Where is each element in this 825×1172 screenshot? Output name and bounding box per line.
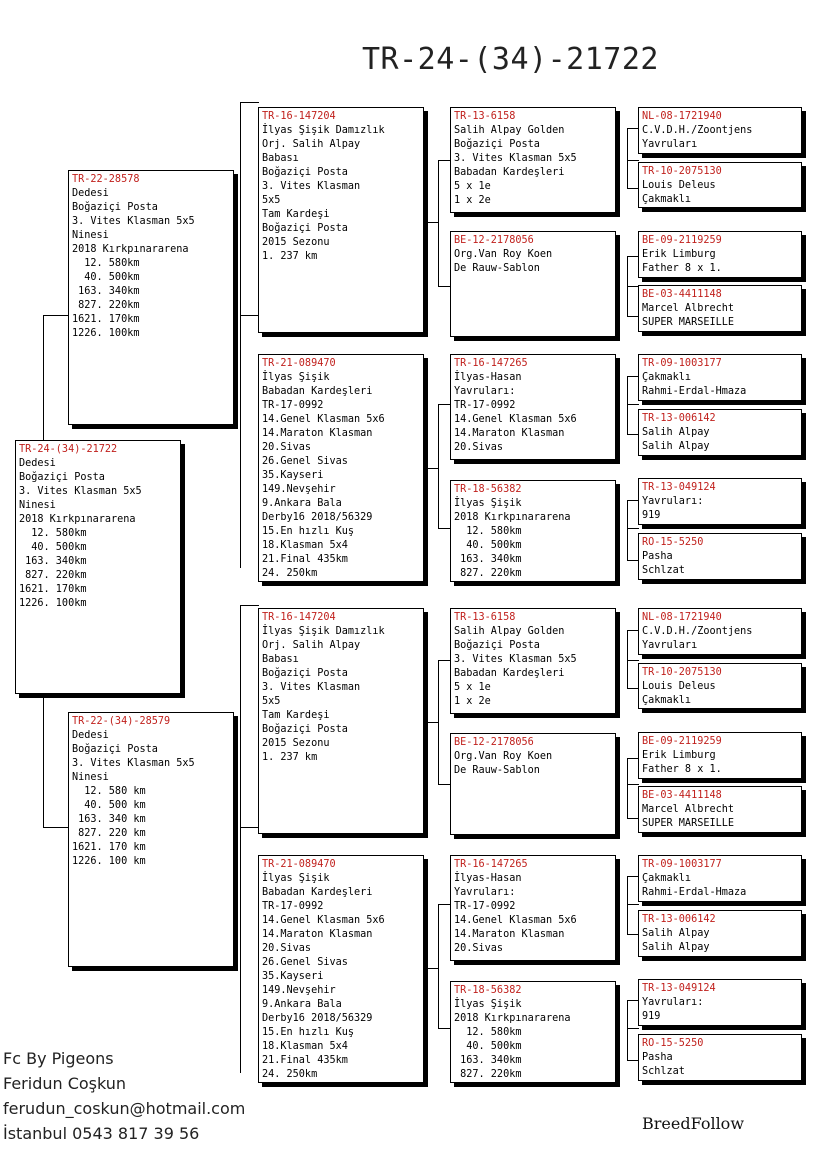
pedigree-line: Marcel Albrecht — [642, 303, 735, 314]
connector-line — [240, 315, 259, 316]
pedigree-line: Boğaziçi Posta — [262, 668, 348, 679]
owner-email: ferudun_coskun@hotmail.com — [3, 1099, 246, 1118]
pedigree-line: SUPER MARSEILLE — [642, 317, 735, 328]
pedigree-line: 15.En hızlı Kuş — [262, 1027, 355, 1038]
ring-number: RO-15-5250 — [642, 537, 704, 548]
ring-number: BE-03-4411148 — [642, 790, 722, 801]
connector-line — [627, 128, 628, 188]
pedigree-line: Tam Kardeşi — [262, 209, 330, 220]
pedigree-line: 20.Sivas — [262, 442, 312, 453]
pedigree-line: 35.Kayseri — [262, 470, 324, 481]
pedigree-line: 24. 250km — [262, 1069, 318, 1080]
pedigree-line: 827. 220km — [454, 1069, 522, 1080]
pedigree-card-sire-sire — [258, 107, 424, 333]
pedigree-line: 919 — [642, 1011, 661, 1022]
pedigree-card-g2 — [638, 162, 802, 208]
ring-number: NL-08-1721940 — [642, 612, 722, 623]
pedigree-line: 2015 Sezonu — [262, 237, 330, 248]
pedigree-line: 14.Genel Klasman 5x6 — [454, 414, 577, 425]
pedigree-line: 14.Genel Klasman 5x6 — [454, 915, 577, 926]
connector-line — [627, 528, 639, 529]
pedigree-line: 919 — [642, 510, 661, 521]
connector-line — [627, 1000, 628, 1060]
pedigree-line: 14.Maraton Klasman — [454, 929, 565, 940]
pedigree-line: Louis Deleus — [642, 180, 716, 191]
pedigree-line: 21.Final 435km — [262, 1055, 348, 1066]
pedigree-line: 20.Sivas — [454, 943, 504, 954]
pedigree-line: C.V.D.H./Zoontjens — [642, 125, 753, 136]
pedigree-line: Babadan Kardeşleri — [454, 167, 565, 178]
pedigree-line: 14.Genel Klasman 5x6 — [262, 915, 385, 926]
pedigree-line: 18.Klasman 5x4 — [262, 540, 348, 551]
pedigree-line: Boğaziçi Posta — [454, 640, 540, 651]
pedigree-card-dam-sire — [258, 608, 424, 834]
pedigree-line: Pasha — [642, 551, 673, 562]
connector-line — [627, 376, 628, 434]
connector-line — [438, 904, 439, 1028]
pedigree-card-g3 — [638, 231, 802, 278]
pedigree-line: Salih Alpay — [642, 427, 710, 438]
pedigree-line: 2018 Kırkpınararena — [454, 512, 571, 523]
pedigree-card-sds — [450, 354, 616, 460]
pedigree-line: Yavruları: — [454, 887, 516, 898]
connector-line — [627, 758, 628, 818]
pedigree-line: 827. 220km — [454, 568, 522, 579]
ring-number: TR-21-089470 — [262, 358, 336, 369]
pedigree-line: 163. 340km — [19, 556, 87, 567]
pedigree-line: 3. Vites Klasman 5x5 — [454, 654, 577, 665]
pedigree-line: Yavruları: — [642, 496, 704, 507]
pedigree-card-g14 — [638, 910, 802, 957]
ring-number: TR-13-049124 — [642, 983, 716, 994]
pedigree-line: Boğaziçi Posta — [262, 223, 348, 234]
pedigree-line: İlyas Şişik — [262, 372, 330, 383]
connector-line — [426, 468, 438, 469]
pedigree-line: 12. 580km — [454, 1027, 522, 1038]
pedigree-line: 14.Maraton Klasman — [262, 428, 373, 439]
pedigree-card-g4 — [638, 285, 802, 332]
pedigree-line: 5x5 — [262, 696, 281, 707]
pedigree-line: 1 x 2e — [454, 696, 491, 707]
ring-number: TR-09-1003177 — [642, 859, 722, 870]
connector-line — [627, 660, 639, 661]
pedigree-line: 15.En hızlı Kuş — [262, 526, 355, 537]
connector-line — [627, 160, 639, 161]
pedigree-line: 827. 220 km — [72, 828, 146, 839]
ring-number: TR-16-147204 — [262, 612, 336, 623]
pedigree-line: 26.Genel Sivas — [262, 456, 348, 467]
pedigree-line: Father 8 x 1. — [642, 764, 722, 775]
pedigree-line: 1226. 100km — [19, 598, 87, 609]
pedigree-line: Schlzat — [642, 1066, 685, 1077]
pedigree-line: 5 x 1e — [454, 682, 491, 693]
pedigree-line: De Rauw-Sablon — [454, 765, 540, 776]
pedigree-line: TR-17-0992 — [262, 400, 324, 411]
connector-line — [627, 630, 628, 688]
ring-number: TR-21-089470 — [262, 859, 336, 870]
pedigree-line: 149.Nevşehir — [262, 985, 336, 996]
pedigree-line: İlyas Şişik — [454, 999, 522, 1010]
pedigree-line: 14.Genel Klasman 5x6 — [262, 414, 385, 425]
ring-number: TR-16-147204 — [262, 111, 336, 122]
pedigree-line: Boğaziçi Posta — [262, 167, 348, 178]
pedigree-line: Babadan Kardeşleri — [454, 668, 565, 679]
pedigree-line: Yavruları: — [454, 386, 516, 397]
contact-info — [3, 1046, 245, 1146]
ring-number: TR-22-(34)-28579 — [72, 716, 171, 727]
pedigree-line: 5 x 1e — [454, 181, 491, 192]
pedigree-card-sss — [450, 107, 616, 213]
pedigree-line: Babadan Kardeşleri — [262, 386, 373, 397]
connector-line — [240, 605, 259, 606]
ring-number: NL-08-1721940 — [642, 111, 722, 122]
ring-number: BE-09-2119259 — [642, 235, 722, 246]
pedigree-line: 9.Ankara Bala — [262, 498, 342, 509]
pedigree-card-g13 — [638, 855, 802, 902]
pedigree-line: 1 x 2e — [454, 195, 491, 206]
pedigree-line: 35.Kayseri — [262, 971, 324, 982]
pedigree-card-dsd — [450, 733, 616, 835]
pedigree-line: Dedesi — [72, 188, 109, 199]
owner-phone: İstanbul 0543 817 39 56 — [3, 1124, 200, 1143]
pedigree-card-g5 — [638, 354, 802, 401]
pedigree-line: 18.Klasman 5x4 — [262, 1041, 348, 1052]
pedigree-card-dss — [450, 608, 616, 714]
ring-number: TR-16-147265 — [454, 358, 528, 369]
pedigree-line: 163. 340 km — [72, 814, 146, 825]
owner-name: Feridun Coşkun — [3, 1074, 127, 1093]
pedigree-line: 12. 580km — [454, 526, 522, 537]
pedigree-line: 1. 237 km — [262, 251, 318, 262]
pedigree-line: Dedesi — [19, 458, 56, 469]
ring-number: BE-09-2119259 — [642, 736, 722, 747]
connector-line — [627, 904, 639, 905]
pedigree-line: İlyas Şişik Damızlık — [262, 125, 385, 136]
pedigree-line: TR-17-0992 — [454, 901, 516, 912]
pedigree-line: 26.Genel Sivas — [262, 957, 348, 968]
ring-number: RO-15-5250 — [642, 1038, 704, 1049]
ring-number: TR-24-(34)-21722 — [19, 444, 118, 455]
pedigree-line: 149.Nevşehir — [262, 484, 336, 495]
pedigree-line: 1226. 100 km — [72, 856, 146, 867]
pedigree-line: Marcel Albrecht — [642, 804, 735, 815]
pedigree-line: 3. Vites Klasman 5x5 — [72, 758, 195, 769]
pedigree-line: 40. 500km — [454, 1041, 522, 1052]
ring-number: TR-18-56382 — [454, 484, 522, 495]
pedigree-line: C.V.D.H./Zoontjens — [642, 626, 753, 637]
pedigree-line: Ninesi — [19, 500, 56, 511]
pedigree-line: Tam Kardeşi — [262, 710, 330, 721]
pedigree-line: Salih Alpay — [642, 441, 710, 452]
pedigree-line: Rahmi-Erdal-Hmaza — [642, 386, 747, 397]
pedigree-line: 21.Final 435km — [262, 554, 348, 565]
pedigree-card-g9 — [638, 608, 802, 655]
pedigree-line: 20.Sivas — [454, 442, 504, 453]
pedigree-line: Babası — [262, 654, 299, 665]
connector-line — [627, 876, 628, 934]
pedigree-line: 3. Vites Klasman 5x5 — [72, 216, 195, 227]
pedigree-line: 24. 250km — [262, 568, 318, 579]
pedigree-line: 40. 500km — [454, 540, 522, 551]
connector-line — [438, 160, 439, 286]
pedigree-line: Boğaziçi Posta — [72, 202, 158, 213]
pedigree-line: Yavruları — [642, 139, 698, 150]
pedigree-line: Boğaziçi Posta — [262, 724, 348, 735]
ring-number: TR-13-6158 — [454, 612, 516, 623]
pedigree-card-g11 — [638, 732, 802, 779]
pedigree-card-g6 — [638, 409, 802, 456]
pedigree-card-g15 — [638, 979, 802, 1026]
pedigree-card-ssd — [450, 231, 616, 337]
pedigree-line: 1226. 100km — [72, 328, 140, 339]
connector-line — [627, 1028, 639, 1029]
pedigree-line: 40. 500km — [72, 272, 140, 283]
pedigree-line: 163. 340km — [454, 1055, 522, 1066]
pedigree-line: 5x5 — [262, 195, 281, 206]
pedigree-card-subject — [15, 440, 181, 694]
pedigree-line: 1621. 170km — [19, 584, 87, 595]
pedigree-line: 14.Maraton Klasman — [262, 929, 373, 940]
pedigree-line: 20.Sivas — [262, 943, 312, 954]
connector-line — [438, 660, 439, 784]
pedigree-card-ddd — [450, 981, 616, 1083]
ring-number: TR-22-28578 — [72, 174, 140, 185]
ring-number: TR-13-049124 — [642, 482, 716, 493]
pedigree-line: Çakmaklı — [642, 695, 692, 706]
pedigree-line: Çakmaklı — [642, 873, 692, 884]
ring-number: TR-16-147265 — [454, 859, 528, 870]
pedigree-line: Salih Alpay — [642, 942, 710, 953]
pedigree-line: TR-17-0992 — [262, 901, 324, 912]
ring-number: TR-10-2075130 — [642, 667, 722, 678]
pedigree-line: 163. 340km — [72, 286, 140, 297]
pedigree-title: TR-24-(34)-21722 — [362, 42, 659, 77]
pedigree-line: 2018 Kırkpınararena — [19, 514, 136, 525]
pedigree-line: 9.Ankara Bala — [262, 999, 342, 1010]
pedigree-card-g10 — [638, 663, 802, 709]
pedigree-line: Org.Van Roy Koen — [454, 249, 553, 260]
connector-line — [627, 404, 639, 405]
pedigree-line: 12. 580km — [19, 528, 87, 539]
pedigree-card-sdd — [450, 480, 616, 582]
pedigree-card-g7 — [638, 478, 802, 525]
brand-logo-text: BreedFollow — [642, 1114, 745, 1133]
pedigree-line: 3. Vites Klasman 5x5 — [454, 153, 577, 164]
pedigree-line: Ninesi — [72, 772, 109, 783]
ring-number: TR-18-56382 — [454, 985, 522, 996]
pedigree-line: 2015 Sezonu — [262, 738, 330, 749]
pedigree-line: Yavruları — [642, 640, 698, 651]
connector-line — [627, 784, 639, 785]
pedigree-line: Orj. Salih Alpay — [262, 139, 361, 150]
pedigree-line: 2018 Kırkpınararena — [72, 244, 189, 255]
pedigree-card-dam — [68, 712, 234, 967]
connector-line — [43, 827, 69, 828]
pedigree-line: İlyas Şişik — [454, 498, 522, 509]
pedigree-line: Salih Alpay Golden — [454, 125, 565, 136]
pedigree-card-sire — [68, 170, 234, 425]
pedigree-line: De Rauw-Sablon — [454, 263, 540, 274]
pedigree-line: Boğaziçi Posta — [454, 139, 540, 150]
pedigree-line: Babası — [262, 153, 299, 164]
pedigree-line: TR-17-0992 — [454, 400, 516, 411]
connector-line — [240, 827, 259, 828]
pedigree-line: 40. 500 km — [72, 800, 146, 811]
pedigree-line: 827. 220km — [72, 300, 140, 311]
pedigree-line: SUPER MARSEILLE — [642, 818, 735, 829]
connector-line — [240, 102, 241, 568]
pedigree-line: Boğaziçi Posta — [19, 472, 105, 483]
pedigree-line: 1621. 170km — [72, 314, 140, 325]
pedigree-line: Father 8 x 1. — [642, 263, 722, 274]
pedigree-line: Derby16 2018/56329 — [262, 512, 373, 523]
pedigree-line: Schlzat — [642, 565, 685, 576]
connector-line — [43, 315, 69, 316]
pedigree-line: Rahmi-Erdal-Hmaza — [642, 887, 747, 898]
pedigree-line: Salih Alpay — [642, 928, 710, 939]
pedigree-line: İlyas-Hasan — [454, 873, 522, 884]
ring-number: BE-12-2178056 — [454, 235, 534, 246]
pedigree-line: 3. Vites Klasman — [262, 181, 361, 192]
pedigree-line: Louis Deleus — [642, 681, 716, 692]
pedigree-line: 12. 580 km — [72, 786, 146, 797]
pedigree-line: 40. 500km — [19, 542, 87, 553]
pedigree-line: Dedesi — [72, 730, 109, 741]
pedigree-card-sire-dam — [258, 354, 424, 582]
pedigree-line: 827. 220km — [19, 570, 87, 581]
connector-line — [627, 500, 628, 560]
pedigree-line: 1. 237 km — [262, 752, 318, 763]
pedigree-line: Pasha — [642, 1052, 673, 1063]
connector-line — [426, 222, 438, 223]
pedigree-line: 3. Vites Klasman — [262, 682, 361, 693]
pedigree-line: Orj. Salih Alpay — [262, 640, 361, 651]
pedigree-line: 14.Maraton Klasman — [454, 428, 565, 439]
connector-line — [627, 256, 628, 316]
pedigree-card-dam-dam — [258, 855, 424, 1083]
pedigree-line: Org.Van Roy Koen — [454, 751, 553, 762]
pedigree-card-g8 — [638, 533, 802, 580]
pedigree-line: Salih Alpay Golden — [454, 626, 565, 637]
ring-number: BE-12-2178056 — [454, 737, 534, 748]
pedigree-line: Derby16 2018/56329 — [262, 1013, 373, 1024]
ring-number: BE-03-4411148 — [642, 289, 722, 300]
pedigree-line: Çakmaklı — [642, 372, 692, 383]
pedigree-card-dds — [450, 855, 616, 961]
ring-number: TR-13-006142 — [642, 413, 716, 424]
ring-number: TR-13-6158 — [454, 111, 516, 122]
pedigree-line: Yavruları: — [642, 997, 704, 1008]
pedigree-card-g16 — [638, 1034, 802, 1081]
pedigree-line: İlyas Şişik — [262, 873, 330, 884]
pedigree-card-g1 — [638, 107, 802, 154]
ring-number: TR-13-006142 — [642, 914, 716, 925]
connector-line — [426, 968, 438, 969]
connector-line — [240, 102, 259, 103]
pedigree-line: 12. 580km — [72, 258, 140, 269]
pedigree-card-g12 — [638, 786, 802, 833]
breeder-name: Fc By Pigeons — [3, 1049, 114, 1068]
ring-number: TR-09-1003177 — [642, 358, 722, 369]
connector-line — [240, 605, 241, 1073]
pedigree-line: 1621. 170 km — [72, 842, 146, 853]
connector-line — [426, 722, 438, 723]
ring-number: TR-10-2075130 — [642, 166, 722, 177]
connector-line — [438, 404, 439, 528]
pedigree-line: İlyas-Hasan — [454, 372, 522, 383]
pedigree-line: Erik Limburg — [642, 750, 716, 761]
pedigree-line: Boğaziçi Posta — [72, 744, 158, 755]
pedigree-line: 3. Vites Klasman 5x5 — [19, 486, 142, 497]
pedigree-line: 163. 340km — [454, 554, 522, 565]
pedigree-line: Babadan Kardeşleri — [262, 887, 373, 898]
pedigree-line: İlyas Şişik Damızlık — [262, 626, 385, 637]
pedigree-line: Erik Limburg — [642, 249, 716, 260]
pedigree-line: 2018 Kırkpınararena — [454, 1013, 571, 1024]
pedigree-line: Çakmaklı — [642, 194, 692, 205]
pedigree-line: Ninesi — [72, 230, 109, 241]
